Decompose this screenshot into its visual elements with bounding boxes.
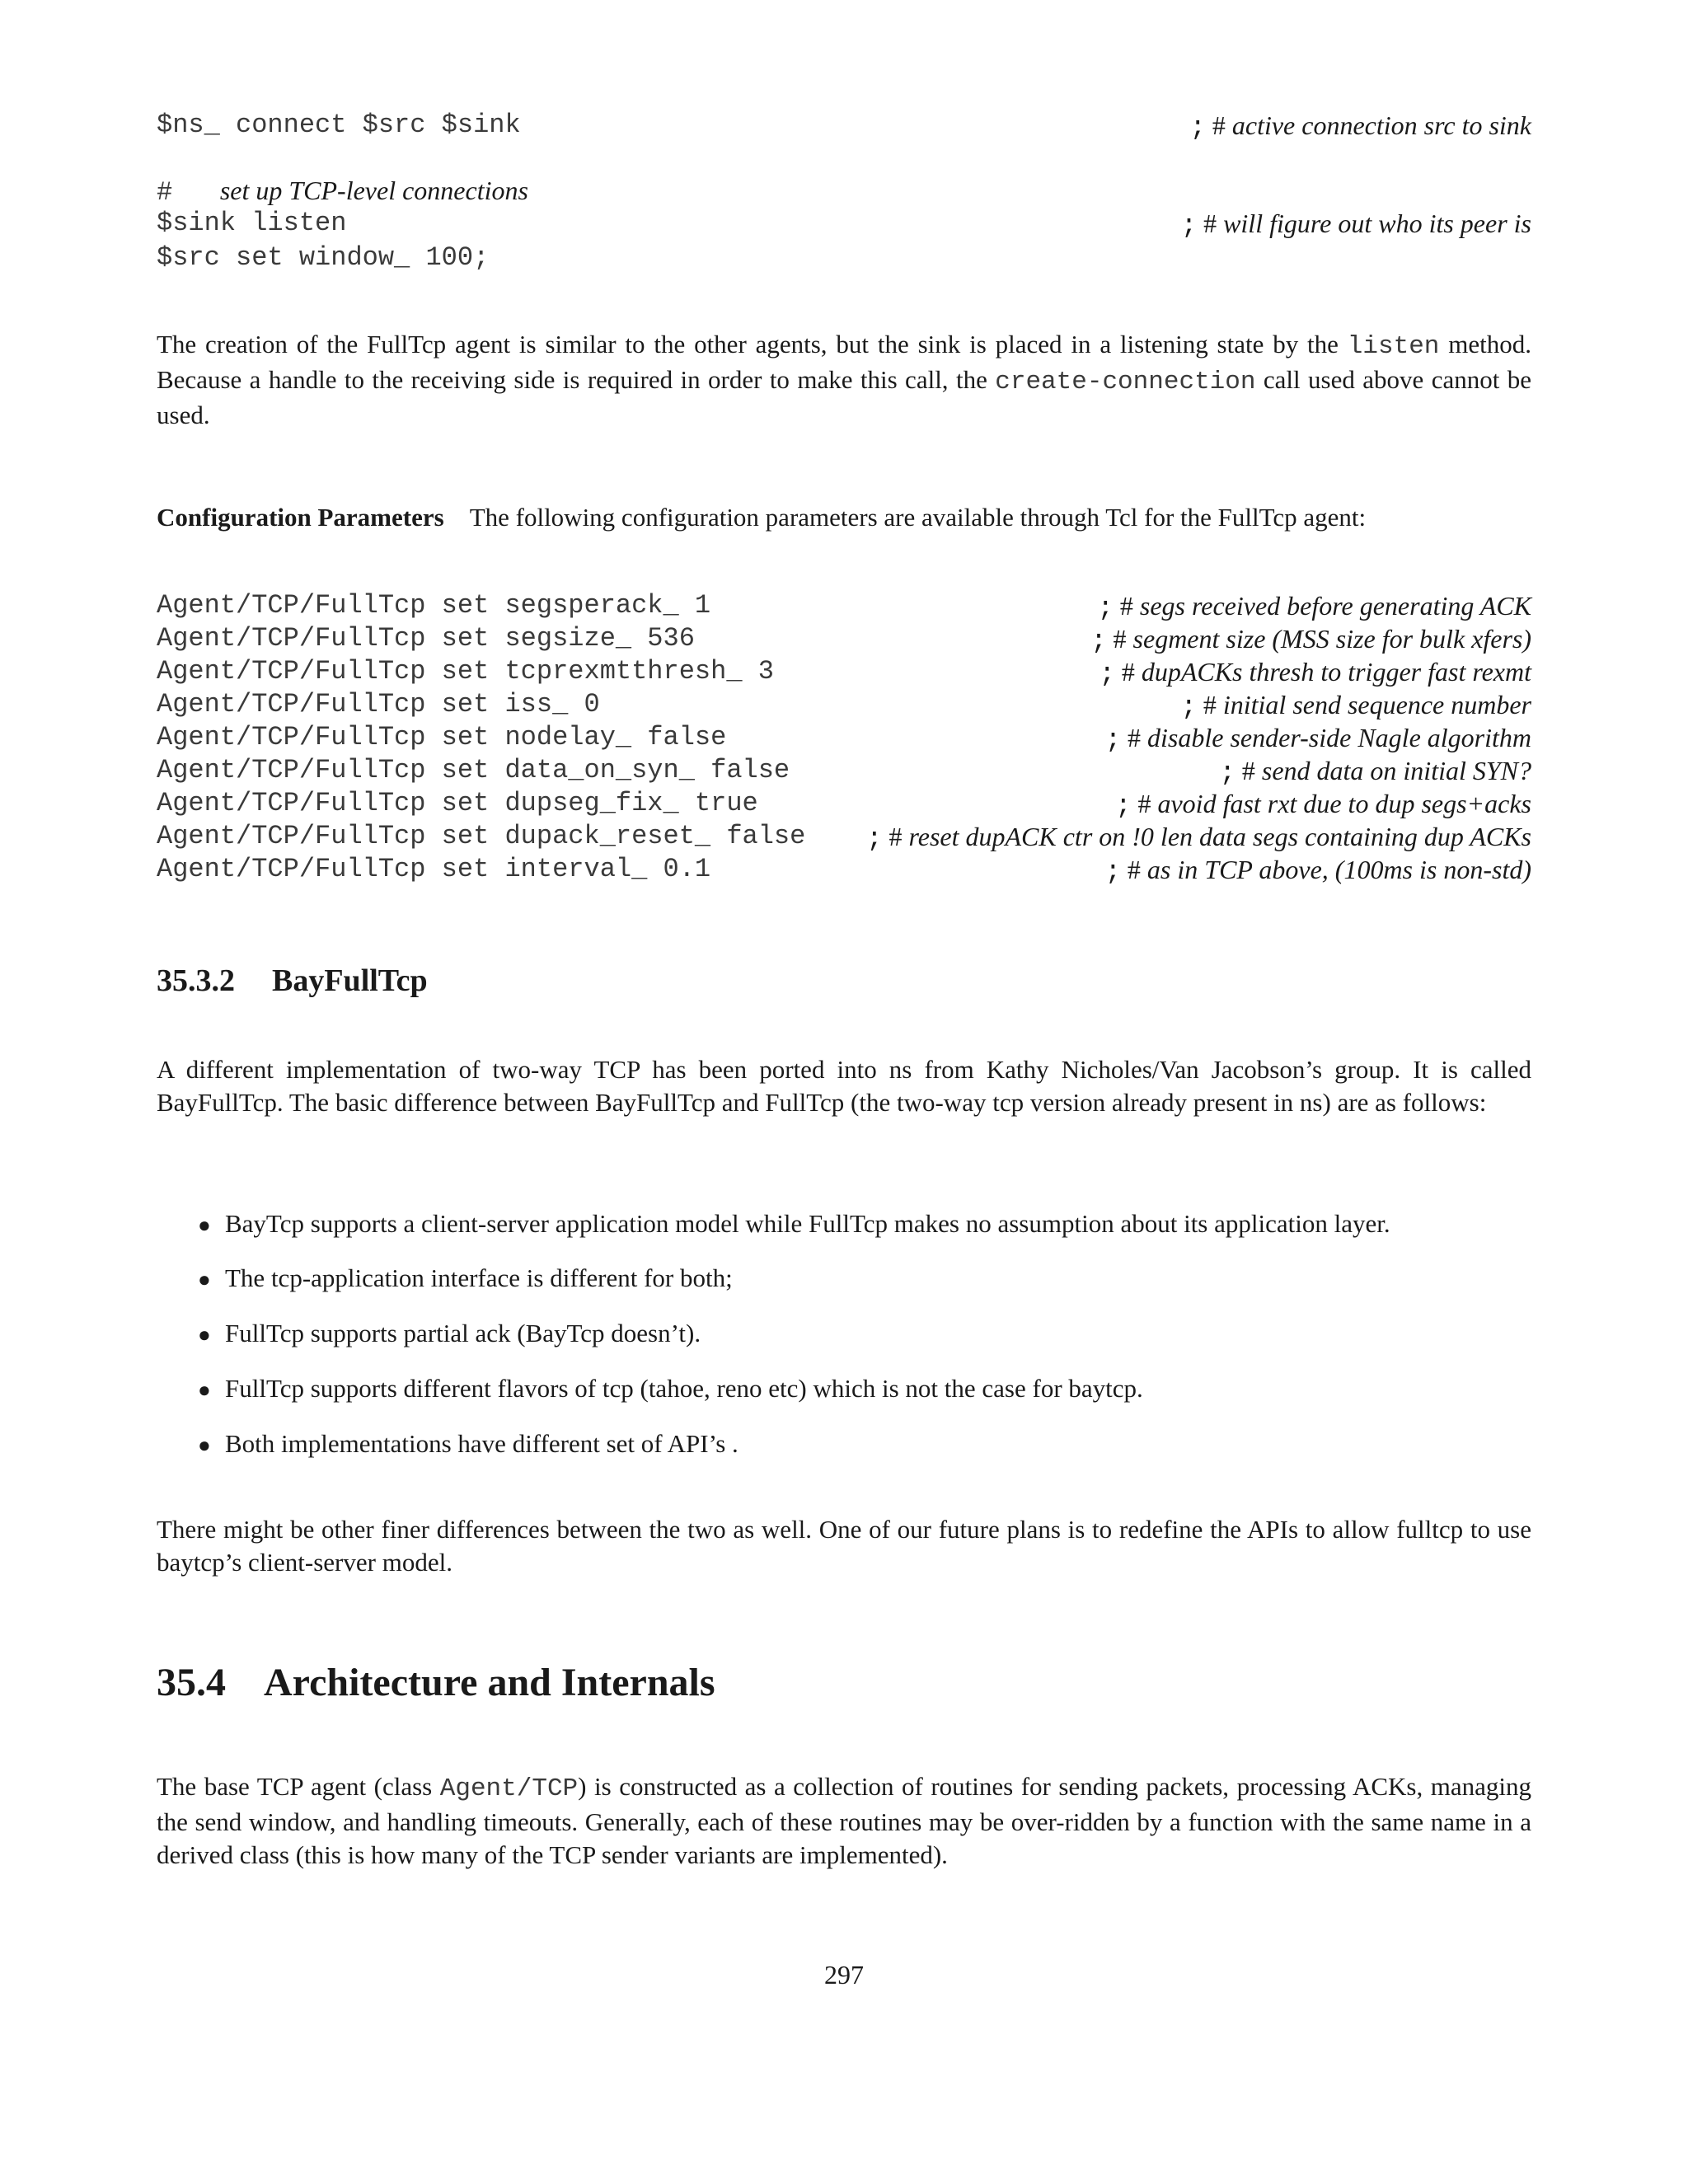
list-item: ● FullTcp supports partial ack (BayTcp doesn’t). [198, 1317, 701, 1352]
inline-code: listen [1347, 332, 1440, 361]
bullet-icon: ● [198, 1268, 211, 1291]
code-line: Agent/TCP/FullTcp set dupseg_fix_ true ; # avoid fast rxt due to dup segs+acks [157, 788, 1531, 821]
comment-text: active connection src to sink [1231, 110, 1531, 140]
paragraph-architecture: The base TCP agent (class Agent/TCP) is constructed as a collection of routines for sending packets, processing ACKs, managing the send window, and handling timeouts. Generally, each of these routines may be over-ridden by a function with the same name in a derived class (this is how many of the TCP sender variants are implemented). [157, 1772, 1531, 1869]
list-item: ● The tcp-application interface is different for both; [198, 1262, 733, 1296]
code-line: Agent/TCP/FullTcp set tcprexmtthresh_ 3 ; # dupACKs thresh to trigger fast rexmt [157, 656, 1531, 689]
comment-hash: # [1212, 110, 1226, 140]
bullet-icon: ● [198, 1433, 211, 1457]
list-item: ● Both implementations have different set of API’s . [198, 1427, 738, 1462]
section-number: 35.4 [157, 1661, 226, 1704]
paragraph-bayfulltcp-outro: There might be other finer differences between the two as well. One of our future plans is to redefine the APIs to allow fulltcp to use baytcp’s client-server model. [157, 1515, 1531, 1577]
paragraph-bayfulltcp-intro: A different implementation of two-way TCP has been ported into ns from Kathy Nicholes/Van Jacobson’s group. It is called BayFullTcp. The basic difference between BayFullTcp and FullTcp (the two-way tcp version already present in ns) are as follows: [157, 1055, 1531, 1117]
code-line: Agent/TCP/FullTcp set interval_ 0.1 ; # as in TCP above, (100ms is non-std) [157, 854, 1531, 887]
code-line [157, 109, 1531, 142]
section-heading-35-3-2 [157, 961, 1531, 1001]
list-item: ● BayTcp supports a client-server application model while FullTcp makes no assumption about its application layer. [198, 1207, 1390, 1242]
page-number: 297 [824, 1960, 864, 1990]
code-text: $src set window_ 100; [157, 242, 490, 273]
paragraph-fulltcp-creation: The creation of the FullTcp agent is similar to the other agents, but the sink is placed in a listening state by the listen method. Because a handle to the receiving side is required in order to make this call, the create-connection call used above cannot be used. [157, 330, 1531, 429]
code-text: $ns_ connect $src $sink [157, 110, 521, 140]
hash-marker: # [157, 177, 173, 208]
section-heading-35-4 [157, 1659, 1531, 1707]
code-line: Agent/TCP/FullTcp set data_on_syn_ false ; # send data on initial SYN? [157, 755, 1531, 788]
comment-semicolon: ; [1189, 112, 1206, 143]
config-params-paragraph [157, 501, 1531, 534]
section-number: 35.3.2 [157, 963, 235, 998]
code-comment: ; # will figure out who its peer is [1180, 209, 1531, 241]
config-params-heading: Configuration Parameters [157, 503, 444, 532]
list-item: ● FullTcp supports different flavors of tcp (tahoe, reno etc) which is not the case for baytcp. [198, 1372, 1143, 1407]
code-line: Agent/TCP/FullTcp set nodelay_ false ; # disable sender-side Nagle algorithm [157, 722, 1531, 755]
comment-text: will figure out who its peer is [1223, 209, 1531, 238]
inline-code: create-connection [995, 368, 1256, 396]
bullet-icon: ● [198, 1323, 211, 1347]
inline-code: Agent/TCP [439, 1774, 579, 1803]
code-line: Agent/TCP/FullTcp set segsperack_ 1 ; # segs received before generating ACK [157, 590, 1531, 623]
code-line [157, 241, 1531, 274]
section-title: BayFullTcp [272, 963, 428, 998]
code-line [157, 207, 1531, 240]
section-title: Architecture and Internals [264, 1661, 715, 1704]
code-comment [1190, 109, 1531, 144]
code-line: Agent/TCP/FullTcp set segsize_ 536 ; # segment size (MSS size for bulk xfers) [157, 623, 1531, 656]
code-hash-comment-line [157, 174, 1531, 207]
config-params-text: The following configuration parameters are available through Tcl for the FullTcp agent: [469, 503, 1367, 532]
bullet-icon: ● [198, 1378, 211, 1402]
bullet-icon: ● [198, 1213, 211, 1237]
hash-comment-text: set up TCP-level connections [219, 176, 528, 205]
code-line: Agent/TCP/FullTcp set dupack_reset_ false ; # reset dupACK ctr on !0 len data segs containing dup ACKs [157, 821, 1531, 854]
code-text: $sink listen [157, 208, 347, 238]
code-line: Agent/TCP/FullTcp set iss_ 0 ; # initial send sequence number [157, 689, 1531, 722]
